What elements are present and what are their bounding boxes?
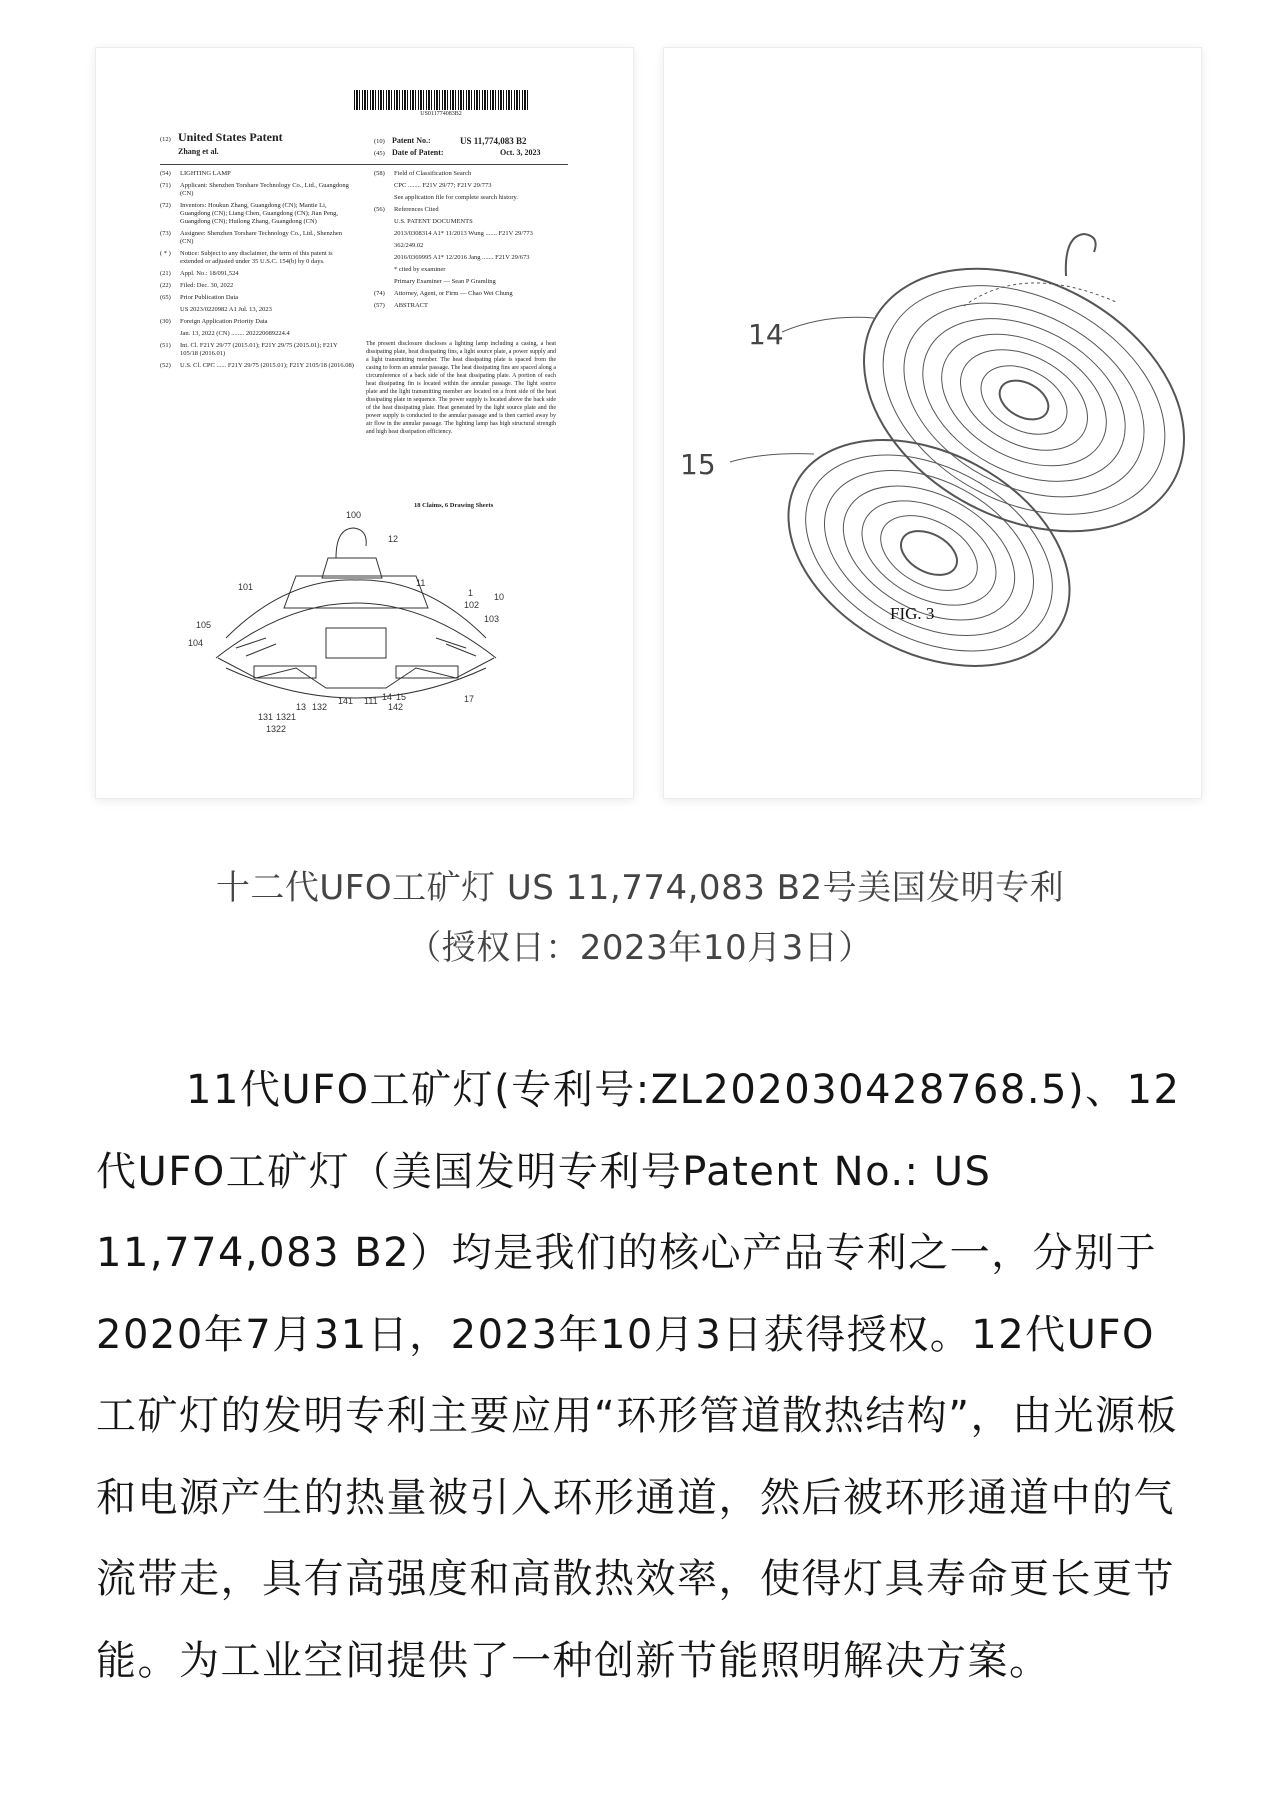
patent-field-code	[374, 242, 394, 250]
patent-field-text: 2016/0369995 A1* 12/2016 Jang ....... F21V 29/673	[394, 254, 530, 261]
patent-field-code	[374, 266, 394, 274]
patent-field-code: (21)	[160, 270, 171, 277]
patent-field-code	[374, 218, 394, 226]
patent-field-text: See application file for complete search history.	[394, 194, 518, 201]
left-field-list	[160, 170, 356, 374]
figure-caption-title: 十二代UFO工矿灯 US 11,774,083 B2号美国发明专利	[215, 868, 1065, 908]
patent-field-row	[160, 202, 356, 226]
patent-field-row	[160, 330, 356, 338]
patent-field-row	[374, 290, 568, 298]
patent-field-row	[160, 342, 356, 358]
patent-field-row	[160, 182, 356, 198]
patent-field-code	[374, 278, 394, 286]
patent-field-code	[374, 194, 394, 202]
patent-date: Oct. 3, 2023	[500, 148, 541, 157]
patent-field-text: Filed: Dec. 30, 2022	[180, 282, 234, 289]
inventors-short: Zhang et al.	[178, 147, 219, 156]
patent-field-row	[160, 170, 356, 178]
patent-field-row	[374, 218, 568, 226]
callout-label: 103	[484, 614, 500, 624]
patent-field-row	[374, 182, 568, 190]
exploded-lamp-drawing	[664, 48, 1201, 798]
callout-label: 13	[296, 702, 307, 712]
callout-label: 1321	[276, 712, 297, 722]
patent-field-text: LIGHTING LAMP	[180, 170, 231, 177]
patent-field-code: (51)	[160, 342, 171, 349]
callout-label: 131	[258, 712, 274, 722]
patent-front-page-image	[96, 48, 633, 798]
callout-label: 14	[748, 318, 784, 351]
hook-outline	[336, 528, 366, 558]
patent-field-code: (74)	[374, 290, 385, 297]
patent-field-text: Appl. No.: 18/091,524	[180, 270, 239, 277]
patent-field-code	[160, 306, 180, 314]
patent-field-code: (22)	[160, 282, 171, 289]
date-code: (45)	[374, 150, 385, 157]
figure-caption-date: （授权日：2023年10月3日）	[407, 928, 873, 968]
patent-field-code: (30)	[160, 318, 171, 325]
callout-label: 141	[338, 696, 354, 706]
patent-field-row	[374, 278, 568, 286]
patent-field-row	[374, 206, 568, 214]
patent-field-text: 362/249.02	[394, 242, 424, 249]
callout-label: 132	[312, 702, 328, 712]
callout-label: 15	[396, 692, 407, 702]
claims-summary: 18 Claims, 6 Drawing Sheets	[414, 502, 494, 509]
patent-field-row	[160, 282, 356, 290]
patent-field-row	[374, 266, 568, 274]
callout-label: 111	[364, 696, 378, 706]
patent-drawing-page-image	[664, 48, 1201, 798]
patent-type: United States Patent	[178, 130, 283, 144]
figure-label: FIG. 3	[890, 604, 935, 623]
patent-field-text: Field of Classification Search	[394, 170, 472, 177]
patent-field-text: * cited by examiner	[394, 266, 446, 273]
figure-ref: 100	[346, 510, 362, 520]
patent-field-row	[160, 270, 356, 278]
callout-label: 12	[388, 534, 399, 544]
patent-field-text: Assignee: Shenzhen Torshare Technology Co., Ltd., Shenzhen (CN)	[180, 230, 343, 245]
patent-field-row	[160, 294, 356, 302]
barcode	[354, 90, 528, 110]
callout-label: 101	[238, 582, 254, 592]
patent-field-row	[374, 230, 568, 238]
left-fields-container	[160, 170, 356, 370]
patent-no: US 11,774,083 B2	[460, 136, 527, 146]
patent-field-text: U.S. PATENT DOCUMENTS	[394, 218, 473, 225]
patent-field-text: Notice: Subject to any disclaimer, the term of this patent is extended or adjusted under 35 U.S.C. 154(b) by 0 days.	[180, 250, 333, 265]
patent-field-code: ( * )	[160, 250, 171, 257]
header-rule	[160, 164, 568, 165]
patent-field-text: ABSTRACT	[394, 302, 428, 309]
patent-field-text: 2013/0308314 A1* 11/2013 Wung ....... F21V 29/773	[394, 230, 533, 237]
patent-field-text: Int. Cl. F21Y 29/77 (2015.01); F21Y 29/75 (2015.01); F21Y 105/18 (2016.01)	[180, 342, 338, 357]
patent-field-code: (56)	[374, 206, 385, 213]
abstract-text: The present disclosure discloses a lighting lamp including a casing, a heat dissipating plate, heat dissipating fins, a light source plate, a power supply and a light transmitting member. The heat dissipating plate is spaced from the casing to form an annular passage. The heat dissipating fins are spaced along a circumference of a back side of the heat dissipating plate. A portion of each heat dissipating fin is located within the annular passage. The light source plate and the light transmitting member are located on a front side of the heat dissipating plate in sequence. The power supply is located above the back side of the heat dissipating plate. Heat generated by the light source plate and the power supply is conducted to the annular passage and is then carried away by air flow in the annular passage. The lighting lamp has high structural strength and high heat dissipation efficiency.	[366, 341, 556, 435]
patent-field-row	[374, 302, 568, 310]
callout-label: 10	[494, 592, 505, 602]
patent-field-code: (57)	[374, 302, 385, 309]
patent-field-text: Inventors: Houkun Zhang, Guangdong (CN); Mantie Li, Guangdong (CN); Liang Chen, Guangdong (CN); Jian Peng, Guangdong (CN); Huilong Zhang, Guangdong (CN)	[180, 202, 338, 225]
patent-field-text: Applicant: Shenzhen Torshare Technology Co., Ltd., Guangdong (CN)	[180, 182, 349, 197]
patent-no-label: Patent No.:	[392, 136, 431, 145]
patent-field-text: Primary Examiner — Sean P Gramling	[394, 278, 496, 285]
right-field-list	[374, 170, 568, 314]
callout-label: 1322	[266, 724, 287, 734]
patent-field-code: (73)	[160, 230, 171, 237]
patent-field-text: References Cited	[394, 206, 439, 213]
right-fields-container	[374, 170, 568, 310]
patent-no-code: (10)	[374, 138, 385, 145]
callout-label: 14	[382, 692, 393, 702]
patent-field-row	[160, 230, 356, 246]
patent-field-row	[374, 194, 568, 202]
patent-field-row	[374, 242, 568, 250]
patent-field-code	[374, 254, 394, 262]
body-paragraph: 11代UFO工矿灯(专利号:ZL202030428768.5)、12代UFO工矿灯（美国发明专利号Patent No.: US 11,774,083 B2）均是我们的核心产品专利之一，分别于2020年7月31日，2023年10月3日获得授权。12代UFO工矿灯的发明专利主要应用“环形管道散热结构”，由光源板和电源产生的热量被引入环形通道，然后被环形通道中的气流带走，具有高强度和高散热效率，使得灯具寿命更长更节能。为工业空间提供了一种创新节能照明解决方案。	[96, 1067, 1181, 1684]
patent-field-text: CPC ........ F21V 29/77; F21V 29/773	[394, 182, 492, 189]
patent-field-text: U.S. Cl. CPC ...... F21Y 29/75 (2015.01); F21Y 2105/18 (2016.08)	[180, 362, 354, 369]
callout-label: 11	[416, 578, 426, 588]
callout-label: 102	[464, 600, 480, 610]
patent-field-row	[374, 254, 568, 262]
patent-field-text: US 2023/0220982 A1 Jul. 13, 2023	[180, 306, 272, 313]
patent-field-row	[374, 170, 568, 178]
callout-label: 15	[680, 448, 716, 481]
patent-field-code: (54)	[160, 170, 171, 177]
patent-field-row	[160, 250, 356, 266]
patent-field-code: (58)	[374, 170, 385, 177]
patent-field-code: (71)	[160, 182, 171, 189]
patent-field-code	[374, 182, 394, 190]
barcode-number: US011774083B2	[420, 111, 462, 117]
patent-field-code: (52)	[160, 362, 171, 369]
lamp-cross-section-drawing	[188, 510, 516, 778]
patent-field-text: Jan. 13, 2022 (CN) ........ 202220089224.4	[180, 330, 290, 337]
patent-field-row	[160, 306, 356, 314]
patent-field-code: (65)	[160, 294, 171, 301]
patent-field-row	[160, 318, 356, 326]
callout-label: 105	[196, 620, 212, 630]
callout-label: 17	[464, 694, 475, 704]
callout-label: 104	[188, 638, 204, 648]
patent-field-code	[374, 230, 394, 238]
patent-field-row	[160, 362, 356, 370]
patent-field-code	[160, 330, 180, 338]
patent-field-code: (72)	[160, 202, 171, 209]
date-label: Date of Patent:	[392, 148, 444, 157]
patent-field-text: Attorney, Agent, or Firm — Chao Wei Chung	[394, 290, 513, 297]
callout-label: 1	[468, 588, 474, 598]
patent-field-text: Prior Publication Data	[180, 294, 239, 301]
patent-type-code: (12)	[160, 136, 171, 143]
patent-field-text: Foreign Application Priority Data	[180, 318, 268, 325]
callout-label: 142	[388, 702, 404, 712]
